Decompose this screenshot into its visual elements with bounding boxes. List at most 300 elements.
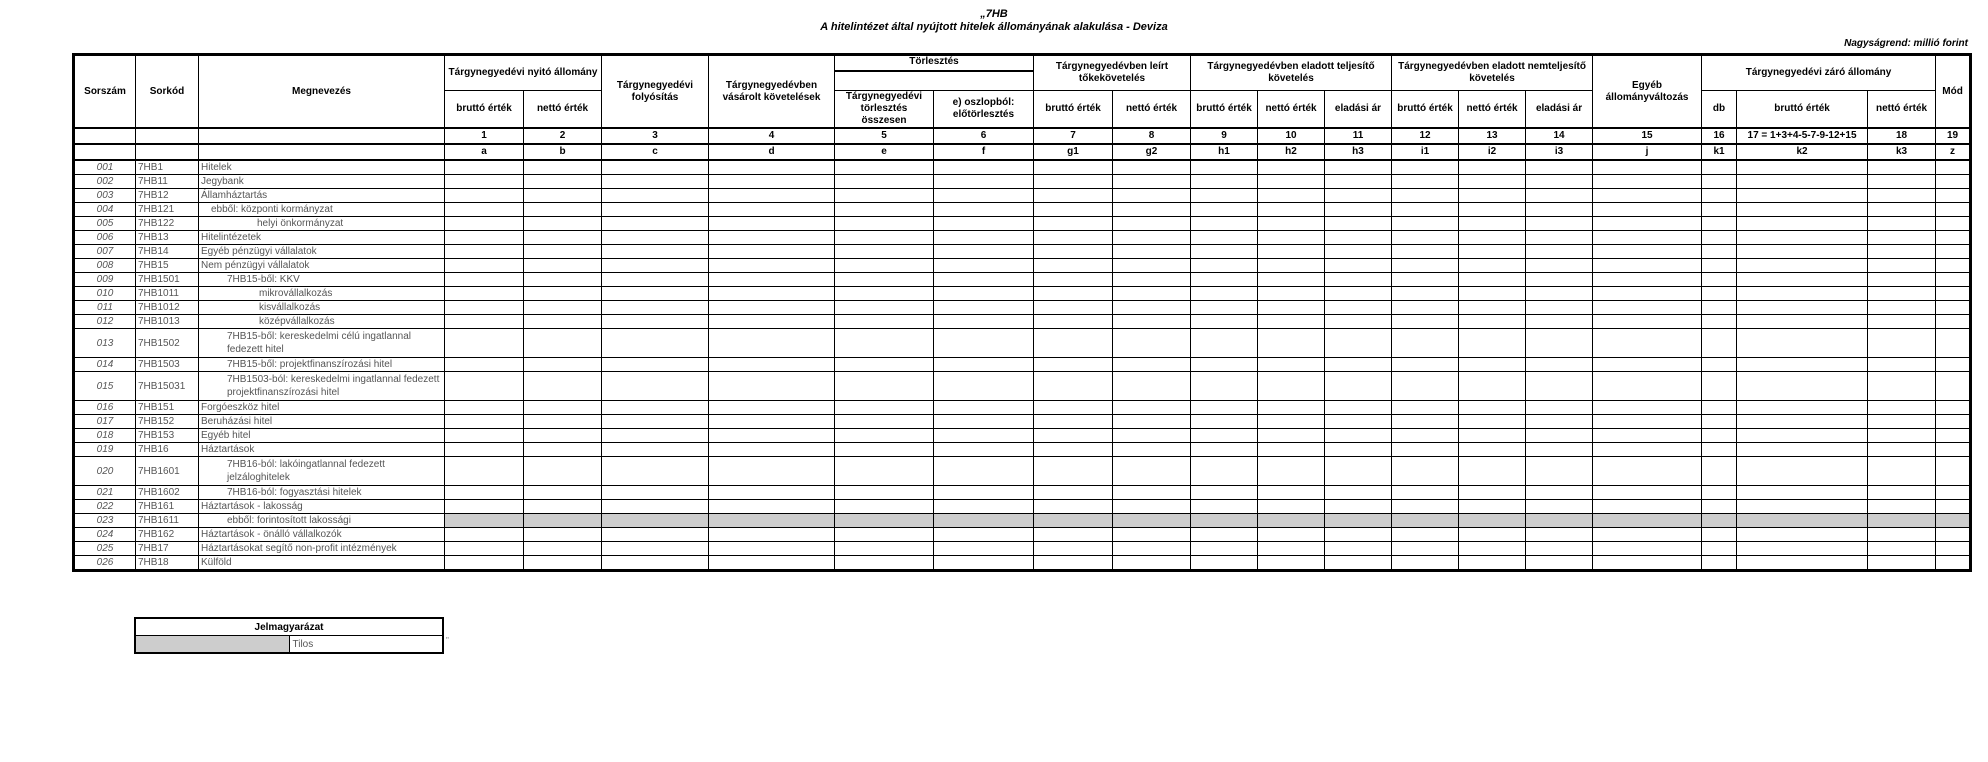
value-cell[interactable] [934,457,1034,486]
value-cell[interactable] [1034,217,1113,231]
value-cell[interactable] [1113,259,1191,273]
value-cell[interactable] [602,372,709,401]
value-cell[interactable] [1258,514,1325,528]
value-cell[interactable] [1737,556,1868,571]
value-cell[interactable] [1258,401,1325,415]
value-cell[interactable] [1113,203,1191,217]
value-cell[interactable] [835,301,934,315]
value-cell[interactable] [934,542,1034,556]
value-cell[interactable] [1325,231,1392,245]
value-cell[interactable] [1526,457,1593,486]
value-cell[interactable] [1191,358,1258,372]
value-cell[interactable] [602,160,709,175]
value-cell[interactable] [602,259,709,273]
value-cell[interactable] [1325,329,1392,358]
value-cell[interactable] [1034,273,1113,287]
value-cell[interactable] [1702,160,1737,175]
value-cell[interactable] [1737,372,1868,401]
value-cell[interactable] [1392,259,1459,273]
value-cell[interactable] [835,556,934,571]
value-cell[interactable] [835,443,934,457]
value-cell[interactable] [1034,329,1113,358]
value-cell[interactable] [1113,329,1191,358]
value-cell[interactable] [1526,401,1593,415]
value-cell[interactable] [602,175,709,189]
value-cell[interactable] [1737,259,1868,273]
value-cell[interactable] [934,287,1034,301]
value-cell[interactable] [1526,315,1593,329]
value-cell[interactable] [1936,203,1971,217]
value-cell[interactable] [1702,301,1737,315]
value-cell[interactable] [1936,486,1971,500]
value-cell[interactable] [835,245,934,259]
value-cell[interactable] [1034,500,1113,514]
value-cell[interactable] [1392,245,1459,259]
value-cell[interactable] [1526,429,1593,443]
value-cell[interactable] [1459,372,1526,401]
value-cell[interactable] [1113,486,1191,500]
value-cell[interactable] [445,160,524,175]
value-cell[interactable] [1258,415,1325,429]
value-cell[interactable] [1392,287,1459,301]
value-cell[interactable] [835,514,934,528]
value-cell[interactable] [524,259,602,273]
value-cell[interactable] [524,231,602,245]
value-cell[interactable] [1034,528,1113,542]
value-cell[interactable] [1702,189,1737,203]
value-cell[interactable] [1737,486,1868,500]
value-cell[interactable] [524,429,602,443]
value-cell[interactable] [709,528,835,542]
value-cell[interactable] [1526,231,1593,245]
value-cell[interactable] [524,415,602,429]
value-cell[interactable] [1325,486,1392,500]
value-cell[interactable] [1526,175,1593,189]
value-cell[interactable] [524,514,602,528]
value-cell[interactable] [1191,217,1258,231]
value-cell[interactable] [524,301,602,315]
value-cell[interactable] [1191,542,1258,556]
value-cell[interactable] [1459,457,1526,486]
value-cell[interactable] [1702,175,1737,189]
value-cell[interactable] [1191,259,1258,273]
value-cell[interactable] [1868,415,1936,429]
value-cell[interactable] [934,160,1034,175]
value-cell[interactable] [524,457,602,486]
value-cell[interactable] [1868,259,1936,273]
value-cell[interactable] [1868,301,1936,315]
value-cell[interactable] [1113,301,1191,315]
value-cell[interactable] [1325,245,1392,259]
value-cell[interactable] [1325,401,1392,415]
value-cell[interactable] [1737,301,1868,315]
value-cell[interactable] [1868,401,1936,415]
value-cell[interactable] [1325,556,1392,571]
value-cell[interactable] [1936,315,1971,329]
value-cell[interactable] [1702,217,1737,231]
value-cell[interactable] [524,528,602,542]
value-cell[interactable] [709,315,835,329]
value-cell[interactable] [1526,542,1593,556]
value-cell[interactable] [934,486,1034,500]
value-cell[interactable] [445,415,524,429]
value-cell[interactable] [835,358,934,372]
value-cell[interactable] [835,217,934,231]
value-cell[interactable] [1034,315,1113,329]
value-cell[interactable] [1737,175,1868,189]
value-cell[interactable] [1593,415,1702,429]
value-cell[interactable] [709,273,835,287]
value-cell[interactable] [1936,514,1971,528]
value-cell[interactable] [1737,443,1868,457]
value-cell[interactable] [1593,160,1702,175]
value-cell[interactable] [1258,160,1325,175]
value-cell[interactable] [1258,217,1325,231]
value-cell[interactable] [445,443,524,457]
value-cell[interactable] [1593,486,1702,500]
value-cell[interactable] [1191,514,1258,528]
value-cell[interactable] [1258,203,1325,217]
value-cell[interactable] [709,301,835,315]
value-cell[interactable] [1191,486,1258,500]
value-cell[interactable] [445,486,524,500]
value-cell[interactable] [1459,175,1526,189]
value-cell[interactable] [934,217,1034,231]
value-cell[interactable] [1258,429,1325,443]
value-cell[interactable] [934,329,1034,358]
value-cell[interactable] [1936,160,1971,175]
value-cell[interactable] [445,175,524,189]
value-cell[interactable] [709,500,835,514]
value-cell[interactable] [1034,287,1113,301]
value-cell[interactable] [1113,401,1191,415]
value-cell[interactable] [1526,273,1593,287]
value-cell[interactable] [1526,443,1593,457]
value-cell[interactable] [1325,429,1392,443]
value-cell[interactable] [1325,189,1392,203]
value-cell[interactable] [1113,542,1191,556]
value-cell[interactable] [1258,175,1325,189]
value-cell[interactable] [1936,556,1971,571]
value-cell[interactable] [1526,329,1593,358]
value-cell[interactable] [1737,401,1868,415]
value-cell[interactable] [1526,415,1593,429]
value-cell[interactable] [602,231,709,245]
value-cell[interactable] [1258,189,1325,203]
value-cell[interactable] [1593,556,1702,571]
value-cell[interactable] [1868,329,1936,358]
value-cell[interactable] [1325,542,1392,556]
value-cell[interactable] [1034,542,1113,556]
value-cell[interactable] [445,217,524,231]
value-cell[interactable] [1702,245,1737,259]
value-cell[interactable] [524,175,602,189]
value-cell[interactable] [602,486,709,500]
value-cell[interactable] [1325,273,1392,287]
value-cell[interactable] [934,500,1034,514]
value-cell[interactable] [835,486,934,500]
value-cell[interactable] [1936,259,1971,273]
value-cell[interactable] [1593,301,1702,315]
value-cell[interactable] [1593,372,1702,401]
value-cell[interactable] [1392,217,1459,231]
value-cell[interactable] [602,273,709,287]
value-cell[interactable] [1702,429,1737,443]
value-cell[interactable] [1258,259,1325,273]
value-cell[interactable] [709,175,835,189]
value-cell[interactable] [1258,329,1325,358]
value-cell[interactable] [1034,457,1113,486]
value-cell[interactable] [1191,372,1258,401]
value-cell[interactable] [1459,329,1526,358]
value-cell[interactable] [1868,203,1936,217]
value-cell[interactable] [1593,358,1702,372]
value-cell[interactable] [602,401,709,415]
value-cell[interactable] [445,329,524,358]
value-cell[interactable] [1459,259,1526,273]
value-cell[interactable] [1936,287,1971,301]
value-cell[interactable] [835,231,934,245]
value-cell[interactable] [1868,175,1936,189]
value-cell[interactable] [835,273,934,287]
value-cell[interactable] [1526,372,1593,401]
value-cell[interactable] [1702,329,1737,358]
value-cell[interactable] [709,358,835,372]
value-cell[interactable] [1113,189,1191,203]
value-cell[interactable] [1325,528,1392,542]
value-cell[interactable] [835,457,934,486]
value-cell[interactable] [709,372,835,401]
value-cell[interactable] [1702,315,1737,329]
value-cell[interactable] [934,429,1034,443]
value-cell[interactable] [1936,401,1971,415]
value-cell[interactable] [1325,514,1392,528]
value-cell[interactable] [934,415,1034,429]
value-cell[interactable] [1392,542,1459,556]
value-cell[interactable] [1191,415,1258,429]
value-cell[interactable] [602,429,709,443]
value-cell[interactable] [1325,315,1392,329]
value-cell[interactable] [709,542,835,556]
value-cell[interactable] [835,528,934,542]
value-cell[interactable] [1191,401,1258,415]
value-cell[interactable] [835,315,934,329]
value-cell[interactable] [1702,457,1737,486]
value-cell[interactable] [1737,189,1868,203]
value-cell[interactable] [1593,528,1702,542]
value-cell[interactable] [1936,358,1971,372]
value-cell[interactable] [709,217,835,231]
value-cell[interactable] [1702,273,1737,287]
value-cell[interactable] [835,189,934,203]
value-cell[interactable] [1191,528,1258,542]
value-cell[interactable] [445,231,524,245]
value-cell[interactable] [1526,358,1593,372]
value-cell[interactable] [1526,500,1593,514]
value-cell[interactable] [1258,231,1325,245]
value-cell[interactable] [1191,189,1258,203]
value-cell[interactable] [1868,542,1936,556]
value-cell[interactable] [1737,329,1868,358]
value-cell[interactable] [445,358,524,372]
value-cell[interactable] [1034,245,1113,259]
value-cell[interactable] [524,500,602,514]
value-cell[interactable] [934,175,1034,189]
value-cell[interactable] [1034,259,1113,273]
value-cell[interactable] [1113,443,1191,457]
value-cell[interactable] [1392,429,1459,443]
value-cell[interactable] [1113,528,1191,542]
value-cell[interactable] [1034,231,1113,245]
value-cell[interactable] [1034,443,1113,457]
value-cell[interactable] [1868,287,1936,301]
value-cell[interactable] [1702,358,1737,372]
value-cell[interactable] [1737,287,1868,301]
value-cell[interactable] [1113,160,1191,175]
value-cell[interactable] [934,528,1034,542]
value-cell[interactable] [1459,500,1526,514]
value-cell[interactable] [1526,556,1593,571]
value-cell[interactable] [1113,415,1191,429]
value-cell[interactable] [1113,457,1191,486]
value-cell[interactable] [1936,329,1971,358]
value-cell[interactable] [1459,203,1526,217]
value-cell[interactable] [835,203,934,217]
value-cell[interactable] [835,329,934,358]
value-cell[interactable] [934,315,1034,329]
value-cell[interactable] [1737,231,1868,245]
value-cell[interactable] [1034,203,1113,217]
value-cell[interactable] [602,542,709,556]
value-cell[interactable] [602,514,709,528]
value-cell[interactable] [1737,315,1868,329]
value-cell[interactable] [1737,514,1868,528]
value-cell[interactable] [445,273,524,287]
value-cell[interactable] [1868,273,1936,287]
value-cell[interactable] [1737,203,1868,217]
value-cell[interactable] [835,415,934,429]
value-cell[interactable] [445,245,524,259]
value-cell[interactable] [1593,287,1702,301]
value-cell[interactable] [1526,160,1593,175]
value-cell[interactable] [1593,500,1702,514]
value-cell[interactable] [524,189,602,203]
value-cell[interactable] [1034,556,1113,571]
value-cell[interactable] [1258,443,1325,457]
value-cell[interactable] [602,315,709,329]
value-cell[interactable] [1392,443,1459,457]
value-cell[interactable] [1593,457,1702,486]
value-cell[interactable] [934,301,1034,315]
value-cell[interactable] [1191,443,1258,457]
value-cell[interactable] [1113,273,1191,287]
value-cell[interactable] [1593,401,1702,415]
value-cell[interactable] [1325,160,1392,175]
value-cell[interactable] [1526,259,1593,273]
value-cell[interactable] [524,486,602,500]
value-cell[interactable] [835,500,934,514]
value-cell[interactable] [524,315,602,329]
value-cell[interactable] [1113,287,1191,301]
value-cell[interactable] [934,514,1034,528]
value-cell[interactable] [1868,231,1936,245]
value-cell[interactable] [1737,217,1868,231]
value-cell[interactable] [1034,486,1113,500]
value-cell[interactable] [1593,514,1702,528]
value-cell[interactable] [1459,273,1526,287]
value-cell[interactable] [1392,329,1459,358]
value-cell[interactable] [709,443,835,457]
value-cell[interactable] [1702,443,1737,457]
value-cell[interactable] [1936,189,1971,203]
value-cell[interactable] [1526,301,1593,315]
value-cell[interactable] [602,203,709,217]
value-cell[interactable] [1113,358,1191,372]
value-cell[interactable] [1113,231,1191,245]
value-cell[interactable] [524,203,602,217]
value-cell[interactable] [1325,415,1392,429]
value-cell[interactable] [1258,315,1325,329]
value-cell[interactable] [1325,259,1392,273]
value-cell[interactable] [1191,556,1258,571]
value-cell[interactable] [1593,231,1702,245]
value-cell[interactable] [1526,486,1593,500]
value-cell[interactable] [1702,486,1737,500]
value-cell[interactable] [1702,259,1737,273]
value-cell[interactable] [934,189,1034,203]
value-cell[interactable] [709,189,835,203]
value-cell[interactable] [524,160,602,175]
value-cell[interactable] [934,443,1034,457]
value-cell[interactable] [602,443,709,457]
value-cell[interactable] [524,358,602,372]
value-cell[interactable] [1258,500,1325,514]
value-cell[interactable] [709,231,835,245]
value-cell[interactable] [835,160,934,175]
value-cell[interactable] [1737,415,1868,429]
value-cell[interactable] [709,160,835,175]
value-cell[interactable] [1392,273,1459,287]
value-cell[interactable] [1936,245,1971,259]
value-cell[interactable] [1034,429,1113,443]
value-cell[interactable] [1936,457,1971,486]
value-cell[interactable] [934,259,1034,273]
value-cell[interactable] [1868,315,1936,329]
value-cell[interactable] [445,556,524,571]
value-cell[interactable] [1392,175,1459,189]
value-cell[interactable] [1868,358,1936,372]
value-cell[interactable] [1737,245,1868,259]
value-cell[interactable] [1258,301,1325,315]
value-cell[interactable] [602,217,709,231]
value-cell[interactable] [445,259,524,273]
value-cell[interactable] [445,189,524,203]
value-cell[interactable] [709,203,835,217]
value-cell[interactable] [1392,203,1459,217]
value-cell[interactable] [1459,358,1526,372]
value-cell[interactable] [602,358,709,372]
value-cell[interactable] [1526,514,1593,528]
value-cell[interactable] [1113,556,1191,571]
value-cell[interactable] [835,372,934,401]
value-cell[interactable] [1526,528,1593,542]
value-cell[interactable] [524,556,602,571]
value-cell[interactable] [1258,358,1325,372]
value-cell[interactable] [1191,315,1258,329]
value-cell[interactable] [602,329,709,358]
value-cell[interactable] [602,245,709,259]
value-cell[interactable] [1325,443,1392,457]
